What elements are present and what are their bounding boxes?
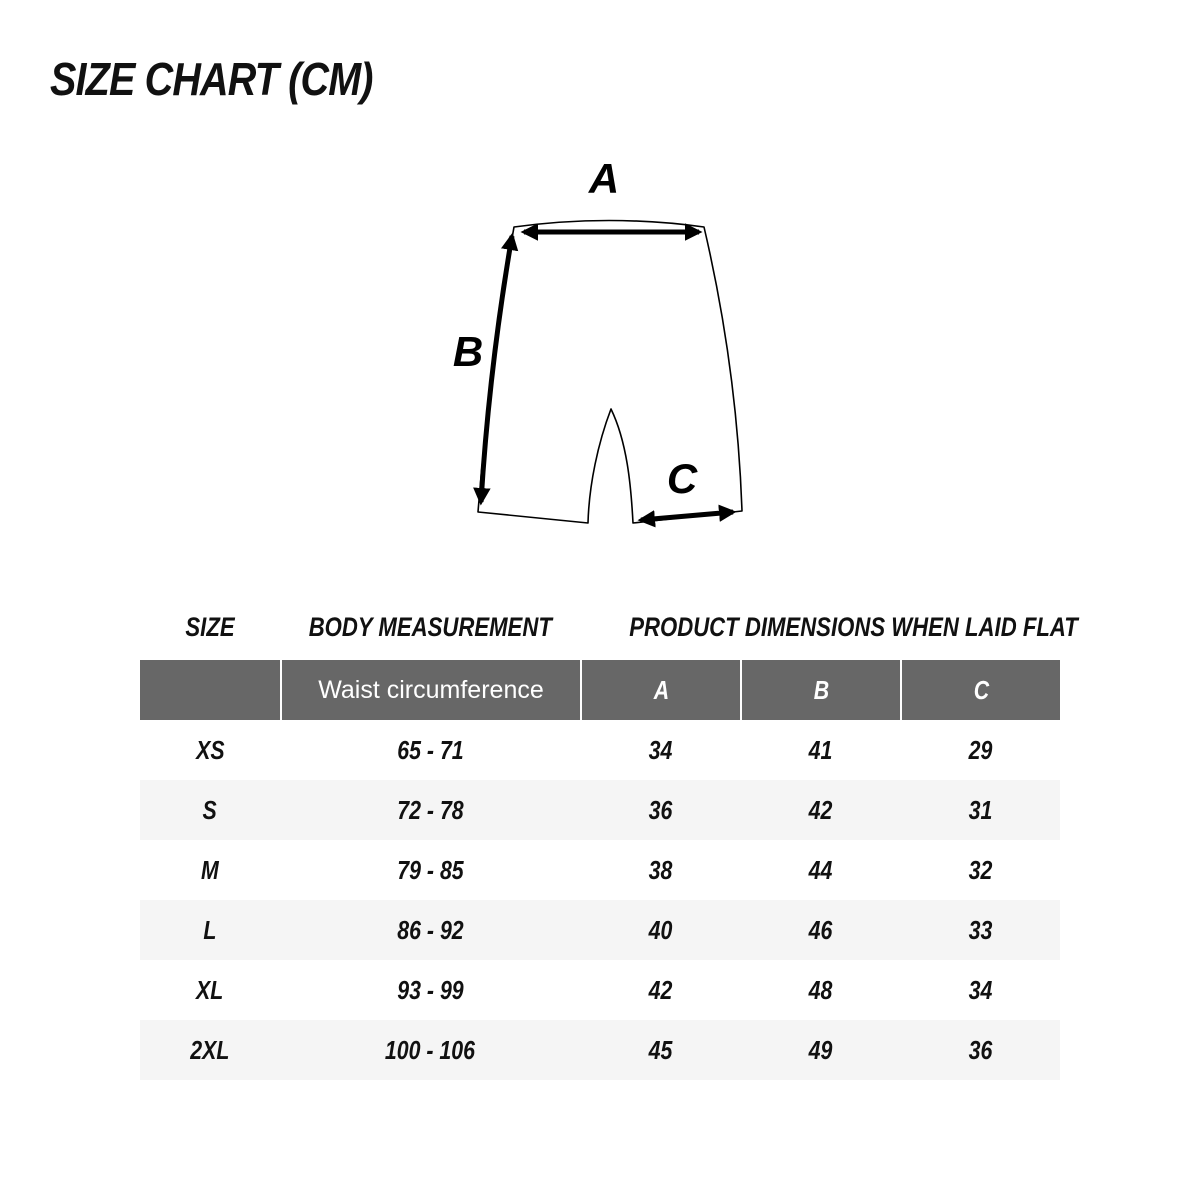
dim-c-cell: 34	[968, 974, 992, 1005]
size-table	[140, 660, 1060, 1080]
waist-cell: 72 - 78	[396, 794, 464, 825]
table-row-m	[140, 840, 1060, 900]
dim-label-b: B	[452, 328, 484, 375]
dim-a-cell: 45	[648, 1034, 672, 1065]
dim-c-cell: 32	[968, 854, 992, 885]
shorts-diagram-svg	[430, 148, 790, 560]
page-title: SIZE CHART (CM)	[50, 53, 373, 105]
dim-b-cell: 42	[808, 794, 832, 825]
table-row-2xl	[140, 1020, 1060, 1080]
group-header-body-measurement: BODY MEASUREMENT	[308, 611, 552, 642]
empty-header-cell	[140, 660, 280, 720]
dim-b-cell: 48	[808, 974, 832, 1005]
waist-cell: 79 - 85	[396, 854, 464, 885]
table-group-headers	[140, 605, 1078, 649]
dim-c-cell: 31	[968, 794, 992, 825]
group-header-product-dimensions: PRODUCT DIMENSIONS WHEN LAID FLAT	[629, 611, 1078, 642]
table-row-l	[140, 900, 1060, 960]
shorts-outline	[478, 221, 742, 524]
shorts-measurement-diagram	[430, 148, 790, 560]
size-cell: S	[202, 794, 218, 825]
dim-b-cell: 41	[808, 734, 832, 765]
table-header-row	[140, 660, 1060, 720]
waist-circumference-header: Waist circumference	[280, 660, 580, 720]
arrow-b	[481, 236, 512, 502]
size-cell: XS	[195, 734, 225, 765]
column-header-b: B	[740, 660, 900, 720]
dim-a-cell: 36	[648, 794, 672, 825]
dim-a-cell: 38	[648, 854, 672, 885]
size-cell: XL	[196, 974, 224, 1005]
column-header-c: C	[900, 660, 1060, 720]
size-cell: L	[203, 914, 217, 945]
waist-cell: 86 - 92	[396, 914, 464, 945]
waist-cell: 93 - 99	[396, 974, 464, 1005]
table-row-s	[140, 780, 1060, 840]
column-header-a: A	[580, 660, 740, 720]
dim-label-a: A	[588, 155, 620, 202]
table-row-xl	[140, 960, 1060, 1020]
dim-b-cell: 46	[808, 914, 832, 945]
group-header-size: SIZE	[185, 611, 235, 642]
waist-cell: 100 - 106	[384, 1034, 476, 1065]
dim-a-cell: 40	[648, 914, 672, 945]
dim-b-cell: 44	[808, 854, 832, 885]
dim-b-cell: 49	[808, 1034, 832, 1065]
size-cell: M	[201, 854, 219, 885]
waist-cell: 65 - 71	[396, 734, 464, 765]
size-cell: 2XL	[190, 1034, 230, 1065]
arrow-c	[641, 512, 733, 520]
dim-c-cell: 33	[968, 914, 992, 945]
dim-a-cell: 34	[648, 734, 672, 765]
dim-c-cell: 36	[968, 1034, 992, 1065]
dim-a-cell: 42	[648, 974, 672, 1005]
table-row-xs	[140, 720, 1060, 780]
dim-label-c: C	[666, 455, 698, 502]
dim-c-cell: 29	[968, 734, 992, 765]
